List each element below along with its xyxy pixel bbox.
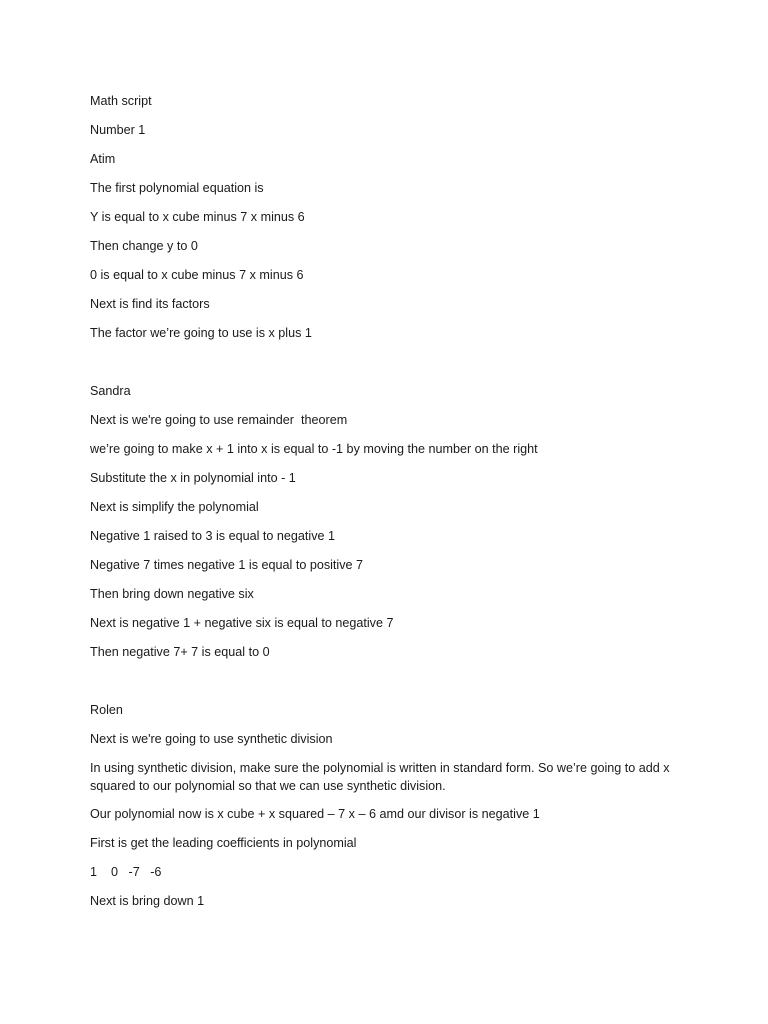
- script-line: Then negative 7+ 7 is equal to 0: [90, 645, 270, 659]
- script-line: we’re going to make x + 1 into x is equal to -1 by moving the number on the right: [90, 442, 538, 456]
- paragraph-gap: [90, 353, 690, 382]
- speaker-name: Rolen: [90, 703, 123, 717]
- script-line: Negative 7 times negative 1 is equal to positive 7: [90, 558, 364, 572]
- script-line: Then change y to 0: [90, 239, 198, 253]
- script-line: Substitute the x in polynomial into - 1: [90, 471, 296, 485]
- script-line: Y is equal to x cube minus 7 x minus 6: [90, 210, 305, 224]
- script-line: 0 is equal to x cube minus 7 x minus 6: [90, 268, 304, 282]
- script-line: Next is find its factors: [90, 297, 210, 311]
- script-line: Next is simplify the polynomial: [90, 500, 259, 514]
- section-number: Number 1: [90, 123, 146, 137]
- coefficients-line: 1 0 -7 -6: [90, 865, 162, 879]
- script-line: The first polynomial equation is: [90, 181, 264, 195]
- script-line: Next is bring down 1: [90, 894, 205, 908]
- script-line: Next is we're going to use remainder theorem: [90, 413, 348, 427]
- script-line: Next is we're going to use synthetic division: [90, 732, 333, 746]
- speaker-name: Atim: [90, 152, 116, 166]
- script-line: Next is negative 1 + negative six is equal to negative 7: [90, 616, 394, 630]
- script-line: In using synthetic division, make sure the polynomial is written in standard form. So we’re going to add x squared to our polynomial so that we can use synthetic division.: [90, 761, 674, 793]
- script-line: Our polynomial now is x cube + x squared – 7 x – 6 amd our divisor is negative 1: [90, 807, 540, 821]
- paragraph-gap: [90, 672, 690, 701]
- script-line: The factor we’re going to use is x plus 1: [90, 326, 312, 340]
- speaker-name: Sandra: [90, 384, 131, 398]
- script-line: Then bring down negative six: [90, 587, 254, 601]
- script-line: First is get the leading coefficients in polynomial: [90, 836, 357, 850]
- script-line: Negative 1 raised to 3 is equal to negative 1: [90, 529, 336, 543]
- document-body: [90, 92, 690, 921]
- doc-title: Math script: [90, 94, 152, 108]
